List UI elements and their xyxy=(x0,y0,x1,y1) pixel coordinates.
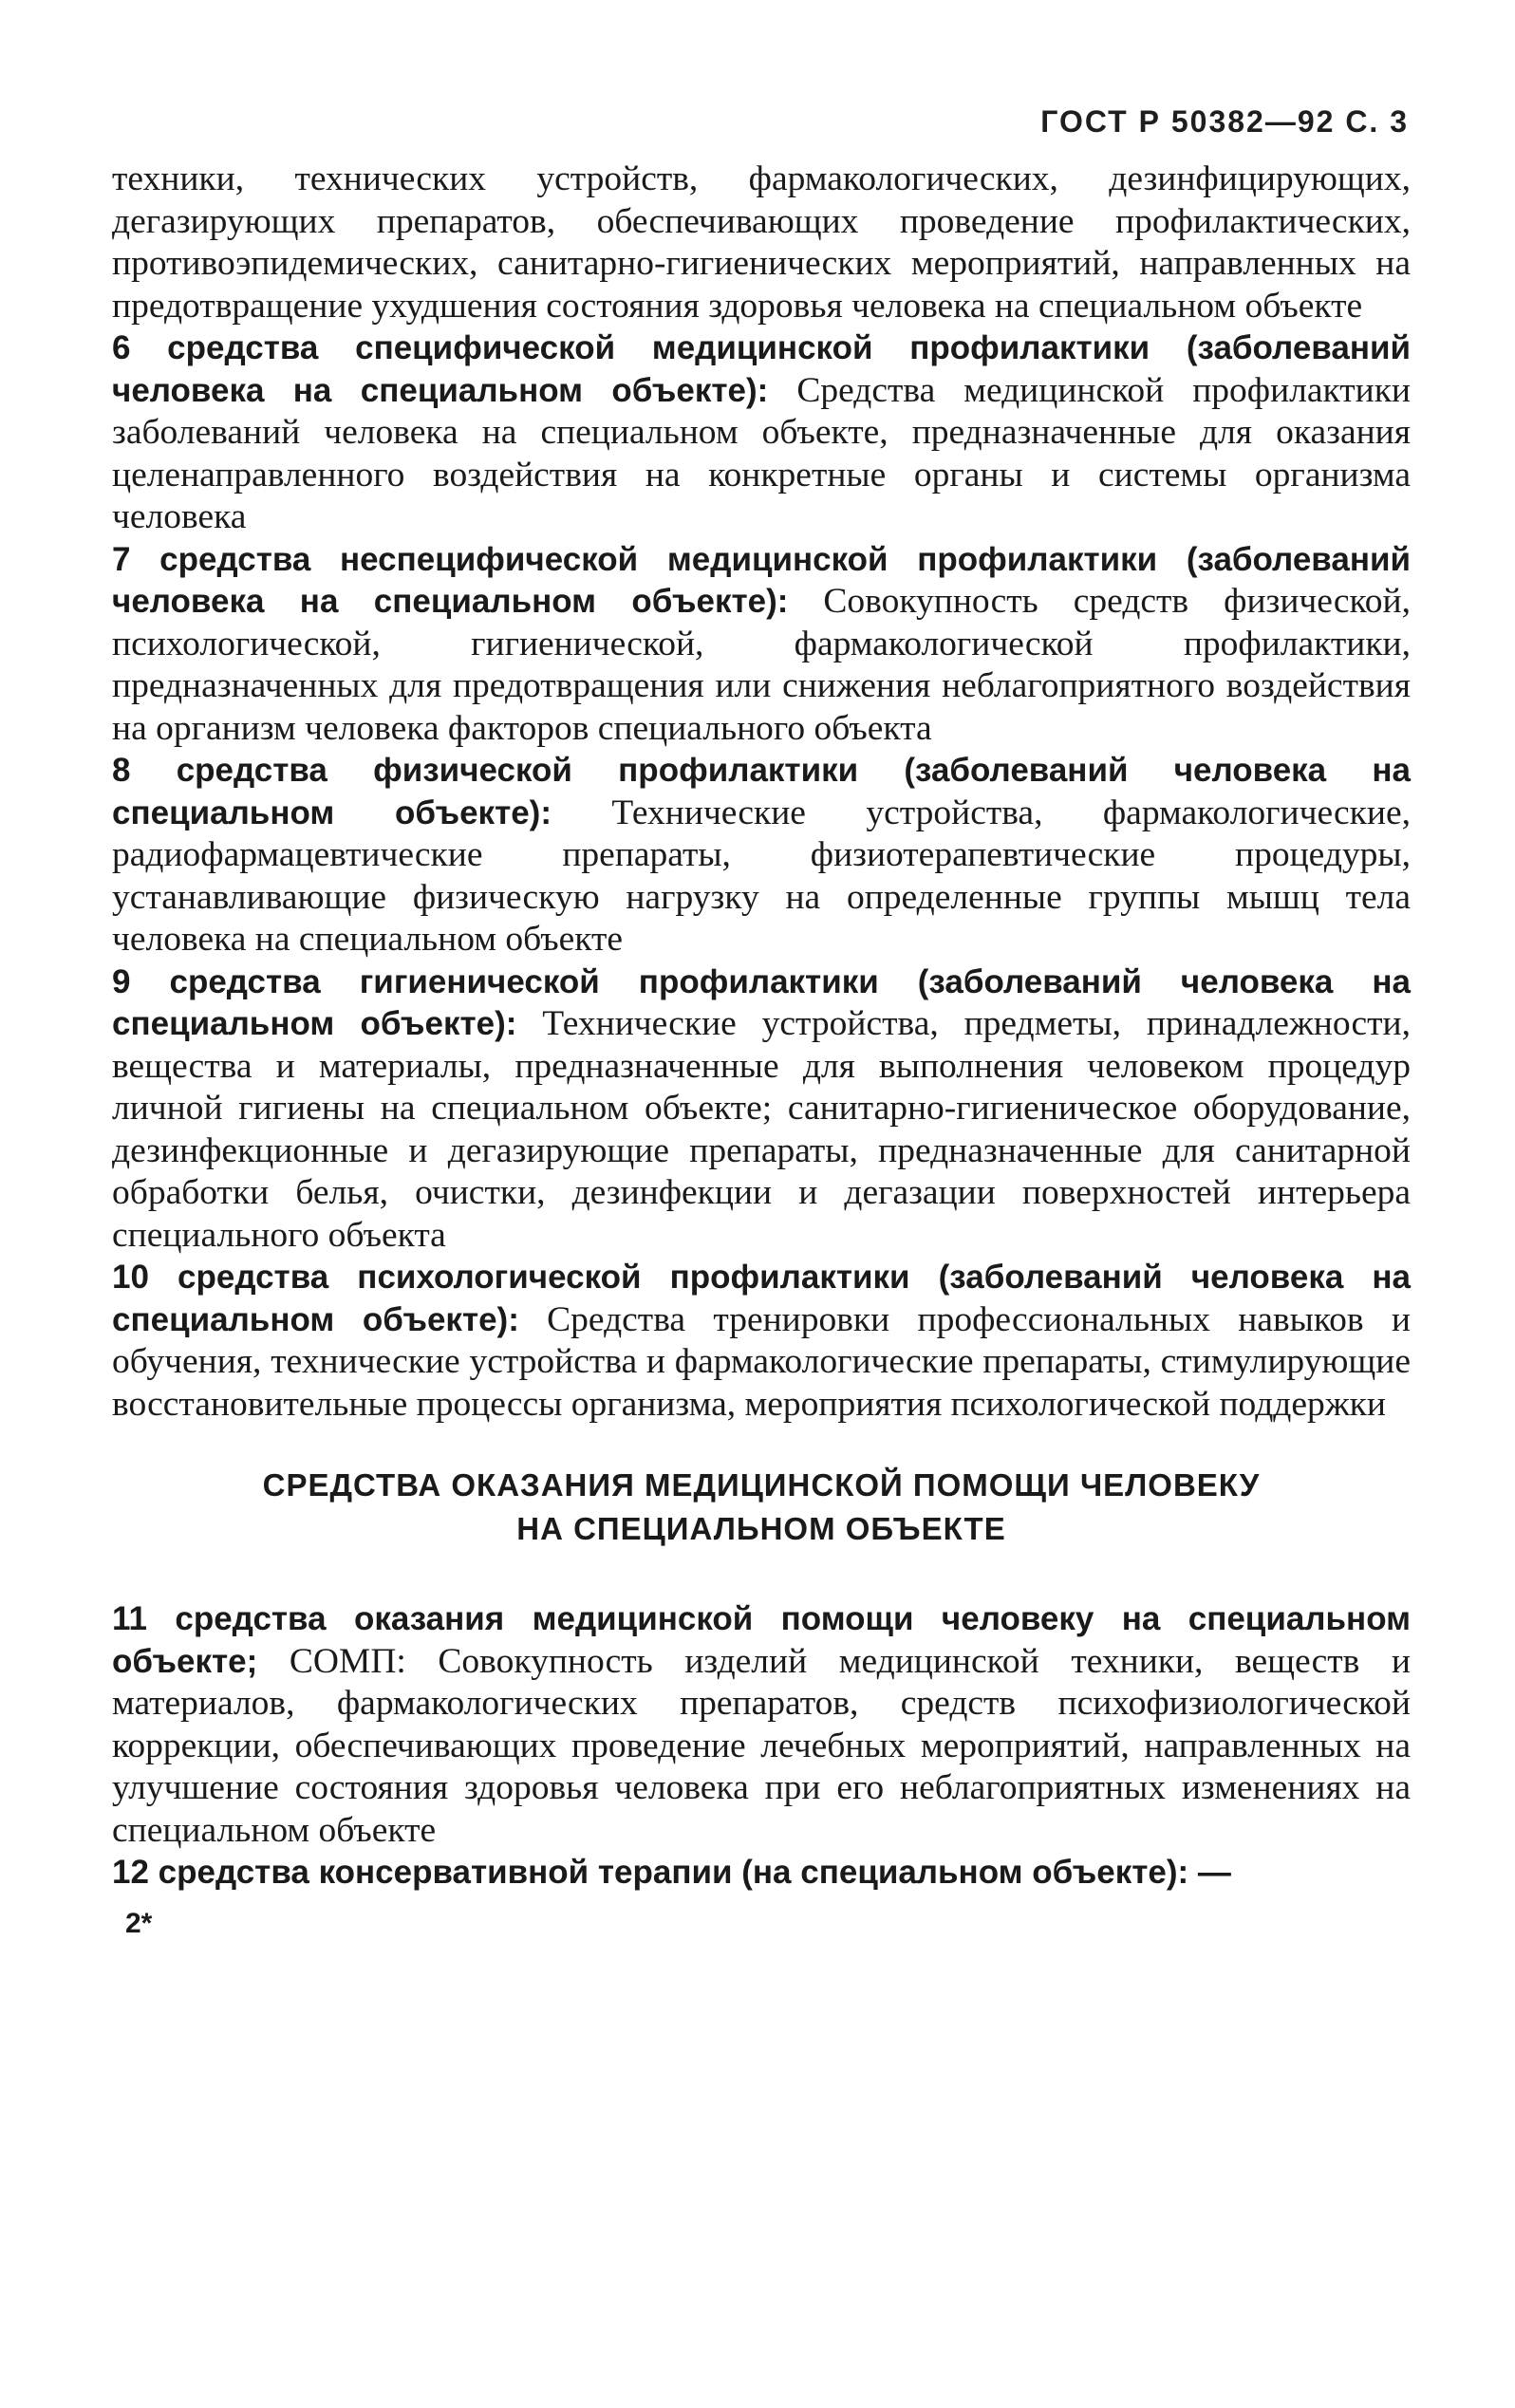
signature-mark: 2* xyxy=(125,1907,153,1939)
entry-6-term: 6 средства специфической медицинской профилактики (заболеваний человека на специальном объекте): xyxy=(112,329,1411,409)
entry-6-definition: Средства медицинской профилактики заболеваний человека на специальном объекте, предназначенные для оказания целенаправленного воздействия на конкретные органы и системы организма человека xyxy=(112,370,1411,536)
entry-10-term: 10 средства психологической профилактики (заболеваний человека на специальном объекте): xyxy=(112,1259,1411,1338)
entry-10-definition: Средства тренировки профессиональных навыков и обучения, технические устройства и фармакологические препараты, стимулирующие восстановительные процессы организма, мероприятия психологической поддержки xyxy=(112,1299,1411,1424)
entry-11-definition: СОМП: Совокупность изделий медицинской техники, веществ и материалов, фармакологических препаратов, средств психофизиологической коррекции, обеспечивающих проведение лечебных мероприятий, направленных на улучшение состояния здоровья человека при его неблагоприятных изменениях на специальном объекте xyxy=(112,1641,1411,1850)
entry-6 xyxy=(112,327,1411,539)
entry-7 xyxy=(112,539,1411,751)
section-title-line-2: НА СПЕЦИАЛЬНОМ ОБЪЕКТЕ xyxy=(516,1511,1006,1546)
entry-9 xyxy=(112,961,1411,1258)
entry-9-definition: Технические устройства, предметы, принадлежности, вещества и материалы, предназначенные для выполнения человеком процедур личной гигиены на специальном объекте; санитарно-гигиеническое оборудование, дезинфекционные и дегазирующие препараты, предназначенные для санитарной обработки белья, очистки, дезинфекции и дегазации поверхностей интерьера специального объекта xyxy=(112,1004,1411,1255)
entry-8 xyxy=(112,750,1411,961)
entry-8-definition: Технические устройства, фармакологические, радиофармацевтические препараты, физиотерапевтические процедуры, устанавливающие физическую нагрузку на определенные группы мышц тела человека на специальном объекте xyxy=(112,793,1411,959)
running-head: ГОСТ Р 50382—92 С. 3 xyxy=(1040,104,1409,139)
document-page xyxy=(112,104,1411,1940)
entry-12 xyxy=(112,1852,1411,1895)
intro-paragraph: техники, технических устройств, фармакологических, дезинфицирующих, дегазирующих препаратов, обеспечивающих проведение профилактических, противоэпидемических, санитарно-гигиенических мероприятий, направленных на предотвращение ухудшения состояния здоровья человека на специальном объекте xyxy=(112,159,1411,326)
entry-11-term: 11 средства оказания медицинской помощи человеку на специальном объекте; xyxy=(112,1600,1411,1680)
entry-9-term: 9 средства гигиенической профилактики (заболеваний человека на специальном объекте): xyxy=(112,962,1411,1042)
section-title xyxy=(112,1464,1411,1551)
entry-7-term: 7 средства неспецифической медицинской профилактики (заболеваний человека на специальном объекте): xyxy=(112,540,1411,620)
entry-10 xyxy=(112,1257,1411,1426)
entry-8-term: 8 средства физической профилактики (заболеваний человека на специальном объекте): xyxy=(112,752,1411,831)
entry-7-definition: Совокупность средств физической, психологической, гигиенической, фармакологической профилактики, предназначенных для предотвращения или снижения неблагоприятного воздействия на организм человека факторов специального объекта xyxy=(112,582,1411,748)
section-title-line-1: СРЕДСТВА ОКАЗАНИЯ МЕДИЦИНСКОЙ ПОМОЩИ ЧЕЛОВЕКУ xyxy=(262,1467,1261,1503)
entry-11 xyxy=(112,1598,1411,1852)
entry-12-term: 12 средства консервативной терапии (на специальном объекте): — xyxy=(112,1854,1231,1891)
